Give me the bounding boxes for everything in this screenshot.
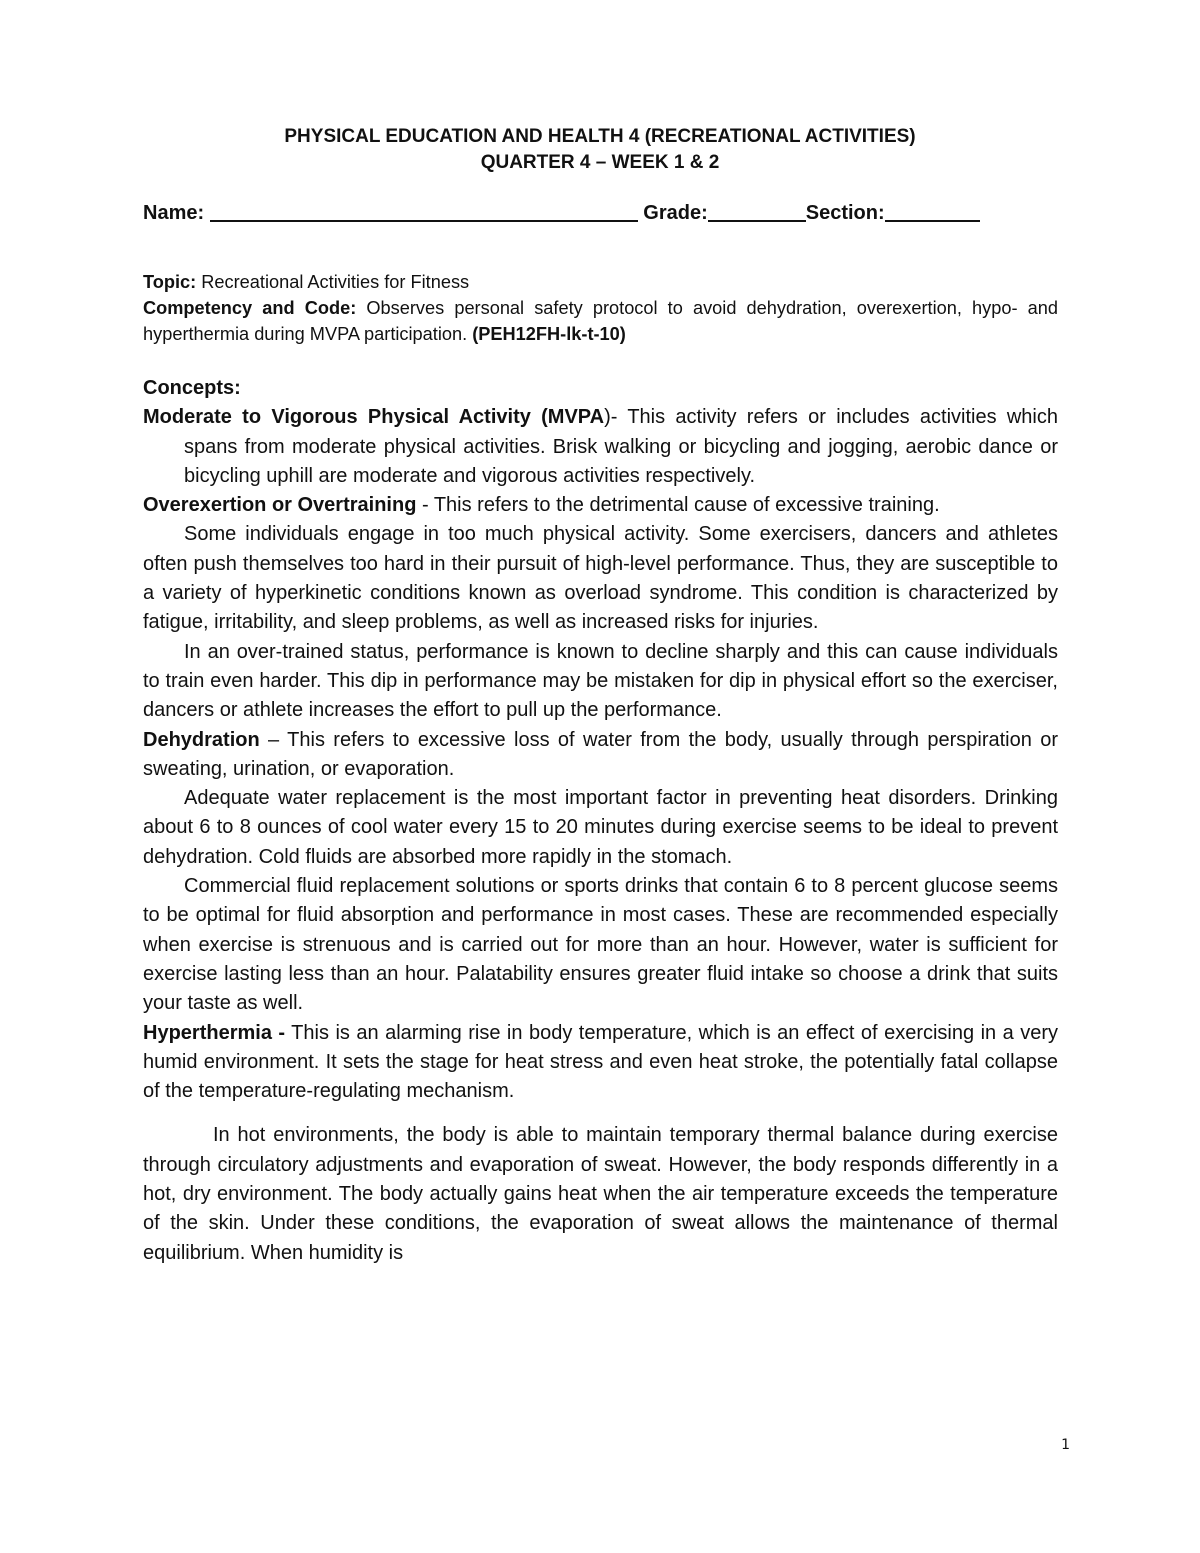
competency-line — [143, 295, 1058, 347]
hyperthermia-paragraph: In hot environments, the body is able to maintain temporary thermal balance during exercise through circulatory adjustments and evaporation of sweat. However, the body responds differently in a hot, dry environment. The body actually gains heat when the air temperature exceeds the temperature of the skin. Under these conditions, the evaporation of sweat allows the maintenance of thermal equilibrium. When humidity is — [143, 1124, 1058, 1264]
topic-section — [143, 269, 1058, 347]
topic-value: Recreational Activities for Fitness — [201, 272, 470, 292]
overexertion-paragraph: In an over-trained status, performance is known to decline sharply and this can cause individuals to train even harder. This dip in performance may be mistaken for dip in physical effort so the exerciser, dancers or athlete increases the effort to pull up the performance. — [143, 640, 1058, 722]
mvpa-definition — [143, 403, 1058, 491]
mvpa-text: )- This activity refers or includes activities which spans from moderate physical activities. Brisk walking or bicycling and jogging, aerobic dance or bicycling uphill are moderate and vigorous activities respectively. — [184, 406, 1058, 487]
topic-line — [143, 269, 1058, 295]
dehydration-paragraph: Adequate water replacement is the most important factor in preventing heat disorders. Drinking about 6 to 8 ounces of cool water every 15 to 20 minutes during exercise seems to be ideal to prevent dehydration. Cold fluids are absorbed more rapidly in the stomach. — [143, 787, 1058, 868]
hyperthermia-definition — [143, 1019, 1058, 1107]
dehydration-paragraph: Commercial fluid replacement solutions or sports drinks that contain 6 to 8 percent glucose seems to be optimal for fluid absorption and performance in most cases. These are recommended especially when exercise is strenuous and is carried out for more than an hour. However, water is sufficient for exercise lasting less than an hour. Palatability ensures greater fluid intake so choose a drink that suits your taste as well. — [143, 875, 1058, 1015]
competency-text: Observes personal safety protocol to avoid dehydration, overexertion, hypo- and hyperthermia during MVPA participation. — [143, 298, 1058, 344]
hyperthermia-text: This is an alarming rise in body temperature, which is an effect of exercising in a very humid environment. It sets the stage for heat stress and even heat stroke, the potentially fatal collapse of the temperature-regulating mechanism. — [143, 1021, 1058, 1103]
competency-label: Competency and Code: — [143, 298, 357, 318]
grade-blank[interactable] — [708, 200, 806, 222]
overexertion-text: - This refers to the detrimental cause of excessive training. — [416, 494, 940, 517]
concepts-section — [143, 374, 1058, 1268]
document-title: PHYSICAL EDUCATION AND HEALTH 4 (RECREATIONAL ACTIVITIES) — [284, 126, 916, 147]
hyperthermia-term: Hyperthermia - — [143, 1021, 286, 1044]
concepts-title: Concepts: — [143, 377, 241, 399]
section-blank[interactable] — [885, 200, 980, 222]
topic-label: Topic: — [143, 272, 197, 292]
section-label: Section: — [805, 202, 885, 224]
student-info-line — [143, 200, 1063, 225]
dehydration-term: Dehydration — [143, 728, 260, 751]
dehydration-text: – This refers to excessive loss of water from the body, usually through perspiration or sweating, urination, or evaporation. — [143, 728, 1058, 780]
name-label: Name: — [143, 202, 205, 224]
competency-code: (PEH12FH-lk-t-10) — [472, 324, 626, 344]
mvpa-term: Moderate to Vigorous Physical Activity (MVPA — [143, 406, 605, 429]
name-blank[interactable] — [210, 200, 638, 222]
grade-label: Grade: — [643, 202, 708, 224]
dehydration-definition — [143, 726, 1058, 785]
overexertion-paragraph: Some individuals engage in too much physical activity. Some exercisers, dancers and athletes often push themselves too hard in their pursuit of high-level performance. Thus, they are susceptible to a variety of hyperkinetic conditions known as overload syndrome. This condition is characterized by fatigue, irritability, and sleep problems, as well as increased risks for injuries. — [143, 523, 1058, 634]
document-subtitle: QUARTER 4 – WEEK 1 & 2 — [480, 152, 720, 173]
overexertion-term: Overexertion or Overtraining — [143, 494, 417, 517]
page-number: 1 — [1061, 1437, 1070, 1453]
overexertion-definition — [143, 491, 1058, 520]
